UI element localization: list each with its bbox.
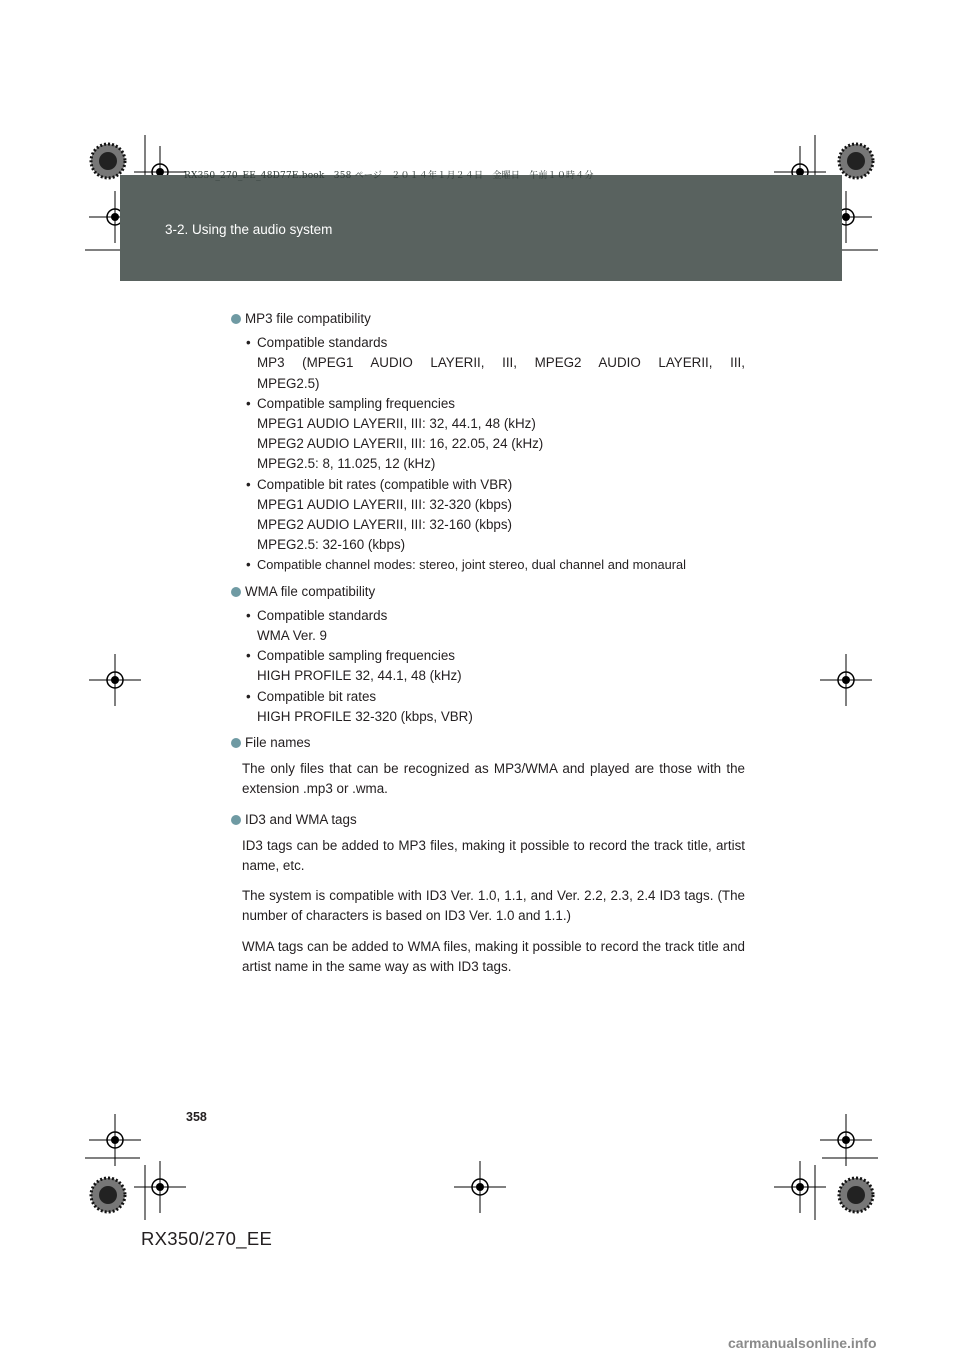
paragraph: The only files that can be recognized as MP3/WMA and played are those with the extension .mp3 or .wma. <box>242 761 745 797</box>
bullet-char: • <box>246 335 251 351</box>
bullet-char: • <box>246 395 251 411</box>
item-value: MPEG2.5: 8, 11.025, 12 (kHz) <box>257 456 436 472</box>
bullet-icon <box>231 587 241 597</box>
item-label: Compatible standards <box>257 607 388 623</box>
bullet-icon <box>231 314 241 324</box>
item-value: MPEG1 AUDIO LAYERII, III: 32, 44.1, 48 (kHz) <box>257 416 536 432</box>
item-value: MPEG2.5) <box>257 375 320 391</box>
item-value: HIGH PROFILE 32-320 (kbps, VBR) <box>257 708 473 724</box>
item-label: Compatible standards <box>257 335 388 351</box>
list-item <box>242 333 745 394</box>
list-item <box>242 394 745 475</box>
item-label: Compatible sampling frequencies <box>257 395 455 411</box>
list-item <box>242 687 745 727</box>
item-value: MPEG2.5: 32-160 (kbps) <box>257 537 406 553</box>
bullet-char: • <box>246 688 251 704</box>
bullet-char: • <box>246 557 251 573</box>
section-title: 3-2. Using the audio system <box>165 222 333 237</box>
list-item <box>242 646 745 686</box>
mp3-heading <box>231 309 745 329</box>
item-value: HIGH PROFILE 32, 44.1, 48 (kHz) <box>257 668 462 684</box>
tags-heading <box>231 810 745 830</box>
bullet-icon <box>231 815 241 825</box>
list-item <box>242 475 745 556</box>
watermark: carmanualsonline.info <box>728 1335 877 1351</box>
paragraph: WMA tags can be added to WMA files, making it possible to record the track title and artist name in the same way as with ID3 tags. <box>242 938 745 974</box>
bullet-char: • <box>246 648 251 664</box>
model-code: RX350/270_EE <box>141 1228 273 1249</box>
bullet-char: • <box>246 476 251 492</box>
bullet-icon <box>231 738 241 748</box>
item-value: MPEG2 AUDIO LAYERII, III: 16, 22.05, 24 (kHz) <box>257 436 544 452</box>
list-item <box>242 555 745 575</box>
wma-heading <box>231 582 745 602</box>
wma-title: WMA file compatibility <box>245 583 376 599</box>
file-names-heading <box>231 733 745 753</box>
item-label: Compatible bit rates <box>257 688 377 704</box>
page-content <box>242 309 745 977</box>
mp3-title: MP3 file compatibility <box>245 311 371 326</box>
book-info-line: RX350_270_EE_48D77E.book 358 ページ ２０１４年１月２４日 金曜日 午前１０時４分 <box>184 171 594 181</box>
item-label: Compatible bit rates (compatible with VBR) <box>257 476 513 492</box>
item-value: MPEG1 AUDIO LAYERII, III: 32-320 (kbps) <box>257 496 513 512</box>
item-label: Compatible channel modes: stereo, joint stereo, dual channel and monaural <box>257 557 686 573</box>
bullet-char: • <box>246 607 251 623</box>
item-value: MPEG2 AUDIO LAYERII, III: 32-160 (kbps) <box>257 517 513 533</box>
page-number: 358 <box>186 1110 207 1124</box>
file-names-title: File names <box>245 735 311 751</box>
paragraph: The system is compatible with ID3 Ver. 1.0, 1.1, and Ver. 2.2, 2.3, 2.4 ID3 tags. (The number of characters is based on ID3 Ver. 1.0 and 1.1.) <box>242 888 745 924</box>
paragraph: ID3 tags can be added to MP3 files, making it possible to record the track title, artist name, etc. <box>242 837 745 874</box>
tags-title: ID3 and WMA tags <box>245 811 357 827</box>
item-value: MP3 (MPEG1 AUDIO LAYERII, III, MPEG2 AUDIO LAYERII, III, <box>257 355 745 371</box>
list-item <box>242 606 745 646</box>
item-label: Compatible sampling frequencies <box>257 648 455 664</box>
item-value: WMA Ver. 9 <box>257 628 327 644</box>
